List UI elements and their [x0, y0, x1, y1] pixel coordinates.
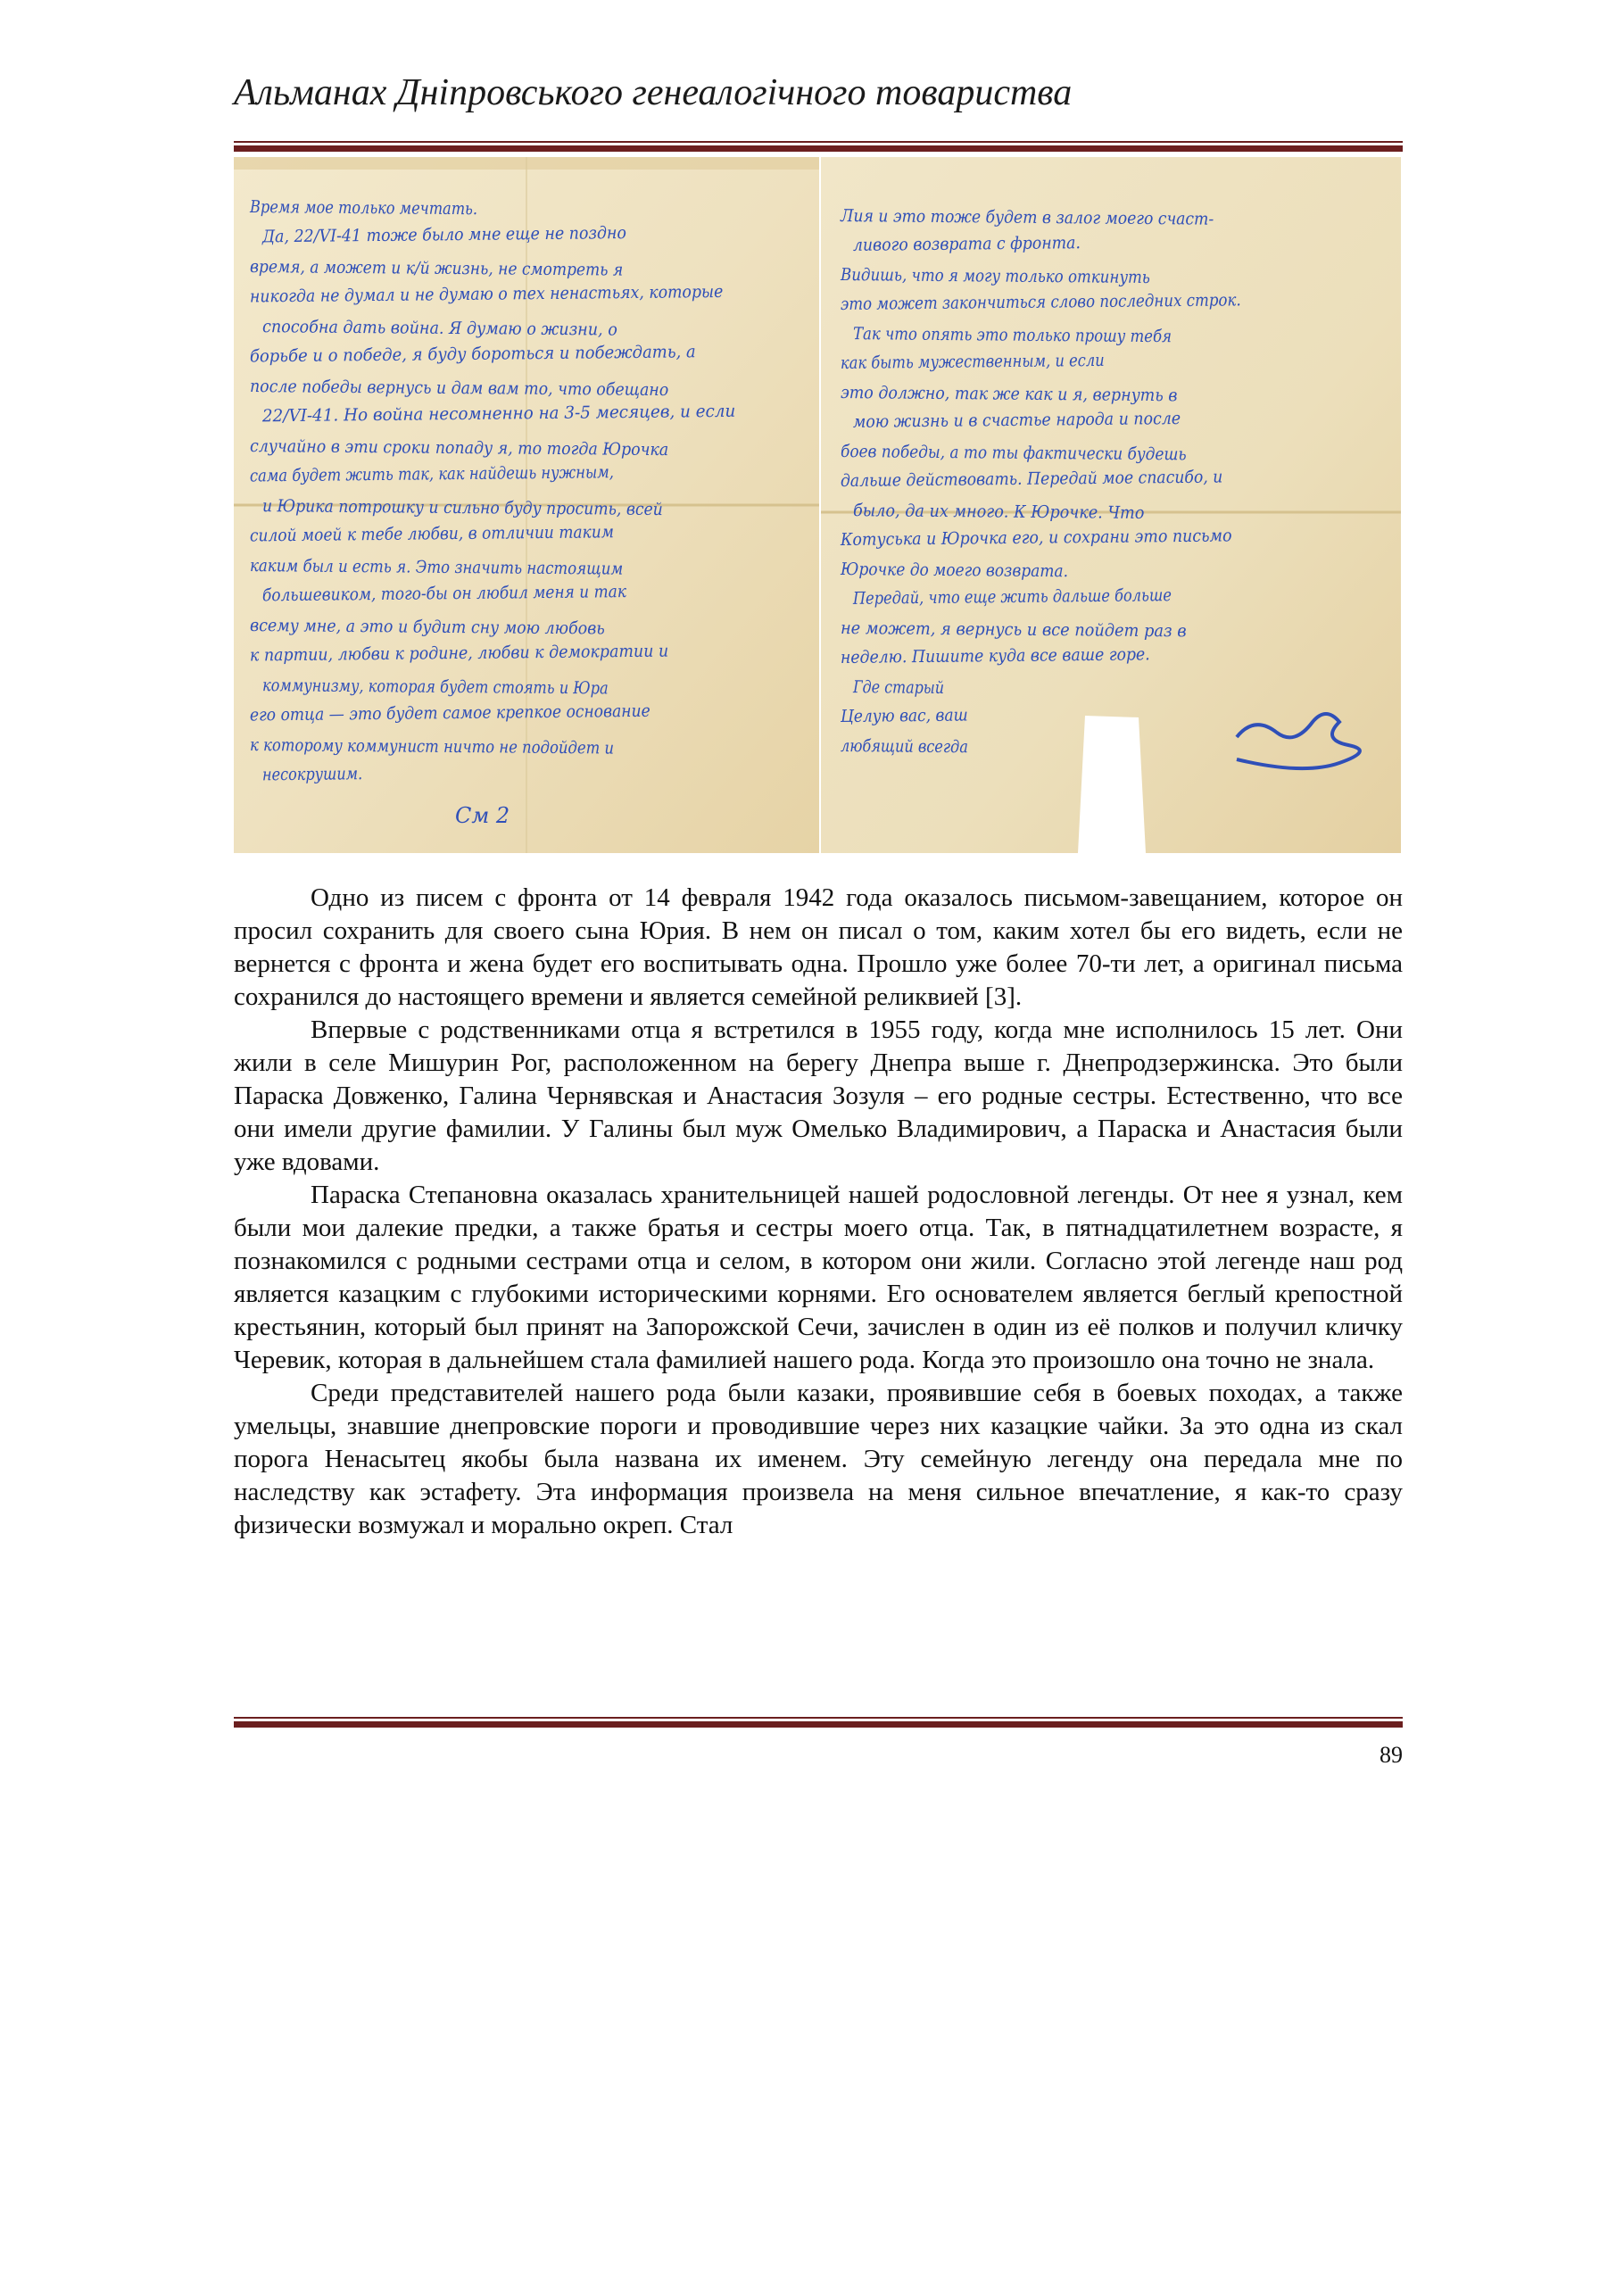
handwritten-line: способна дать война. Я думаю о жизни, о [261, 317, 647, 340]
handwritten-line: к которому коммунист ничто не подойдет и [249, 735, 671, 759]
handwritten-line: силой моей к тебе любви, в отличии таким [249, 521, 656, 546]
letter-photo-left [234, 157, 819, 853]
handwritten-line: это может закончиться слово последних строк. [840, 289, 1298, 314]
handwritten-line: несокрушим. [261, 763, 381, 785]
handwritten-line: Видишь, что я могу только откинуть [840, 265, 1195, 288]
handwritten-line: это должно, так же как и я, вернуть в [840, 383, 1208, 406]
handwritten-line: Где старый [852, 677, 962, 699]
article-body [234, 882, 1403, 1542]
handwritten-line: ливого возврата с фронта. [852, 232, 1103, 255]
handwritten-line: каким был и есть я. Это значить настоящим [249, 556, 677, 580]
handwritten-line: к партии, любви к родине, любви к демократии и [249, 641, 707, 666]
handwritten-line: борьбе и о победе, я буду бороться и побеждать, а [249, 341, 722, 367]
handwritten-line: коммунизму, которая будет стоять и Юра [261, 676, 669, 700]
handwritten-line: не может, я вернусь и все пойдет раз в [840, 618, 1212, 642]
handwritten-line: после победы вернусь и дам вам то, что обещано [249, 377, 708, 401]
handwritten-line: дальше действовать. Передай мое спасибо, и [840, 467, 1263, 491]
paragraph: Среди представителей нашего рода были казаки, проявившие себя в боевых походах, а также умельцы, знавшие днепровские пороги и проводившие через них казацкие чайки. За это одна из скал порога Ненасытец якобы была названа их именем. Эту семейную легенду она передала мне по наследству как эстафету. Эта информация произвела на меня сильное впечатление, я как-то сразу физически возмужал и морально окреп. Стал [234, 1379, 1403, 1539]
letter-page-note: См 2 [455, 803, 510, 828]
running-header-title: Альманах Дніпровського генеалогічного товариства [234, 72, 1073, 113]
handwritten-line: всему мне, а это и будит сну мою любовь [249, 616, 637, 639]
handwritten-line: боев победы, а то ты фактически будешь [840, 442, 1230, 465]
handwritten-line: Передай, что еще жить дальше больше [852, 584, 1226, 609]
paragraph: Одно из писем с фронта от 14 февраля 1942 года оказалось письмом-завещанием, которое он просил сохранить для своего сына Юрия. В нем он писал о том, каким хотел бы его видеть, если не вернется с фронта и жена будет его воспитывать одна. Прошло уже более 70-ти лет, а оригинал письма сохранился до настоящего времени и является семейной реликвией [3]. [234, 883, 1403, 1011]
paragraph: Параска Степановна оказалась хранительницей нашей родословной легенды. От нее я узнал, кем были мои далекие предки, а также братья и сестры моего отца. Так, в пятнадцатилетнем возрасте, я познакомился с родными сестрами отца и селом, в котором они жили. Согласно этой легенде наш род является казацким с глубокими историческими корнями. Его основателем является беглый крепостной крестьянин, который был принят на Запорожской Сечи, зачислен в один из её полков и получил кличку Черевик, которая в дальнейшем стала фамилией нашего рода. Когда это произошло она точно не знала. [234, 1181, 1403, 1374]
footer-rule [234, 1717, 1403, 1728]
handwritten-line: любящий всегда [840, 736, 991, 758]
handwritten-line: сама будет жить так, как найдешь нужным, [249, 461, 674, 486]
handwritten-line: Лия и это тоже будет в залог моего счаст- [840, 206, 1253, 230]
paragraph: Впервые с родственниками отца я встретился в 1955 году, когда мне исполнилось 15 лет. Они жили в селе Мишурин Рог, расположенном на берегу Днепра выше г. Днепродзержинска. Это были Параска Довженко, Галина Чернявская и Анастасия Зозуля – его родные сестры. Естественно, что все они имели другие фамилии. У Галины был муж Омелько Владимирович, а Параска и Анастасия были уже вдовами. [234, 1015, 1403, 1176]
letter-photo-right [817, 157, 1401, 853]
handwritten-line: неделю. Пишите куда все ваше горе. [840, 644, 1181, 667]
handwritten-line: 22/VI-41. Но война несомненно на 3-5 месяцев, и если [261, 401, 753, 427]
handwritten-line: никогда не думал и не думаю о тех ненастьях, которые [249, 281, 770, 307]
handwritten-line: и Юрика потрошку и сильно буду просить, всей [261, 496, 705, 520]
handwritten-line: Так что опять это только прошу тебя [852, 324, 1220, 347]
handwritten-line: его отца — это будет самое крепкое основание [249, 700, 694, 725]
header-rule [234, 141, 1403, 152]
handwritten-line: Юрочке до моего возврата. [840, 559, 1095, 582]
handwritten-line: большевиком, того-бы он любил меня и так [261, 581, 670, 606]
handwritten-line: было, да их много. К Юрочке. Что [852, 501, 1167, 524]
handwritten-line: Да, 22/VI-41 тоже было мне еще не поздно [261, 222, 660, 247]
handwritten-line: Котуська и Юрочка его, и сохрани это письмо [840, 525, 1268, 550]
handwritten-line: мою жизнь и в счастье народа и после [852, 408, 1212, 432]
handwritten-line: Время мое только мечтать. [249, 197, 518, 220]
handwritten-line: Целую вас, ваш [840, 705, 983, 726]
handwritten-line: время, а может и к/й жизнь, не смотреть я [249, 257, 666, 281]
handwritten-line: как быть мужественным, и если [840, 350, 1148, 373]
handwritten-line: случайно в эти сроки попаду я, то тогда Юрочка [249, 436, 708, 460]
page-number: 89 [1380, 1742, 1403, 1768]
